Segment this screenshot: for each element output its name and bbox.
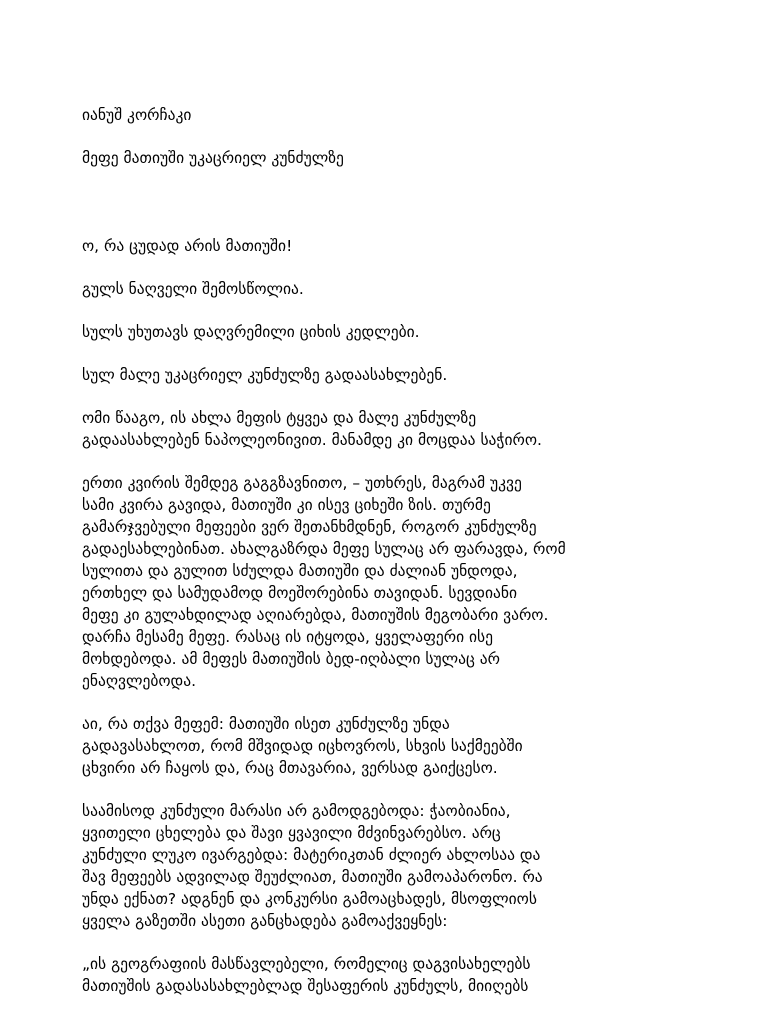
text-line: მათიუშის გადასასახლებლად შესაფერის კუნძულს, მიიღებს [82,977,529,995]
text-line: სულს უხუთავს დაღვრემილი ციხის კედლები. [82,323,420,341]
text-line: გადაესახლებინათ. ახალგაზრდა მეფე სულაც არ ფარავდა, რომ [82,540,566,558]
text-line: შავ მეფეებს ადვილად შეუძლიათ, მათიუში გამოაპარონო. რა [82,868,543,886]
text-line: ცხვირი არ ჩაყოს და, რაც მთავარია, ვერსად გაიქცესო. [82,759,498,777]
text-line: „ის გეოგრაფიის მასწავლებელი, რომელიც დაგვისახელებს [82,955,531,973]
text-line: მოხდებოდა. ამ მეფეს მათიუშის ბედ-იღბალი სულაც არ [82,650,500,668]
book-title: მეფე მათიუში უკაცრიელ კუნძულზე [82,149,344,167]
paragraph [82,713,682,779]
text-line: ყვითელი ცხელება და შავი ყვავილი მძვინვარებსო. არც [82,824,501,842]
text-line: გამარჯვებული მეფეები ვერ შეთანხმდნენ, როგორ კუნძულზე [82,518,537,536]
text-line: საამისოდ კუნძული მარასი არ გამოდგებოდა: ჭაობიანია, [82,802,511,820]
paragraph [82,800,682,932]
paragraph [82,407,682,451]
paragraph [82,364,682,386]
text-line: ერთი კვირის შემდეგ გაგგზავნითო, – უთხრეს, მაგრამ უკვე [82,474,522,492]
text-line: კუნძული ლუკო ივარგებდა: მატერიკთან ძლიერ ახლოსაა და [82,846,541,864]
paragraph [82,953,682,997]
paragraph [82,278,682,300]
text-line: გულს ნაღველი შემოსწოლია. [82,280,304,298]
text-line: ომი წააგო, ის ახლა მეფის ტყვეა და მალე კუნძულზე [82,409,477,427]
document-body [82,104,682,1018]
text-line: აი, რა თქვა მეფემ: მათიუში ისეთ კუნძულზე უნდა [82,715,450,733]
text-line: ენაღვლებოდა. [82,672,197,690]
text-line: გადაასახლებენ ნაპოლეონივით. მანამდე კი მოცდაა საჭირო. [82,431,542,449]
text-line: დარჩა მესამე მეფე. რასაც ის იტყოდა, ყველაფერი ისე [82,628,494,646]
text-line: მეფე კი გულახდილად აღიარებდა, მათიუშის მეგობარი ვარო. [82,606,549,624]
paragraph [82,321,682,343]
text-line: ო, რა ცუდად არის მათიუში! [82,237,293,255]
text-line: უნდა ექნათ? ადგნენ და კონკურსი გამოაცხადეს, მსოფლიოს [82,890,537,908]
text-line: სულითა და გულით სძულდა მათიუში და ძალიან უნდოდა, [82,562,518,580]
text-line: ყველა გაზეთში ასეთი განცხადება გამოაქვეყნეს: [82,912,448,930]
author-name: იანუშ კორჩაკი [82,106,192,124]
text-line: სულ მალე უკაცრიელ კუნძულზე გადაასახლებენ. [82,366,448,384]
text-line: გადავასახლოთ, რომ მშვიდად იცხოვროს, სხვის საქმეებში [82,737,523,755]
paragraph [82,235,682,257]
paragraph [82,472,682,692]
text-line: ერთხელ და სამუდამოდ მოეშორებინა თავიდან. სევდიანი [82,584,517,602]
text-line: სამი კვირა გავიდა, მათიუში კი ისევ ციხეში ზის. თურმე [82,496,491,514]
